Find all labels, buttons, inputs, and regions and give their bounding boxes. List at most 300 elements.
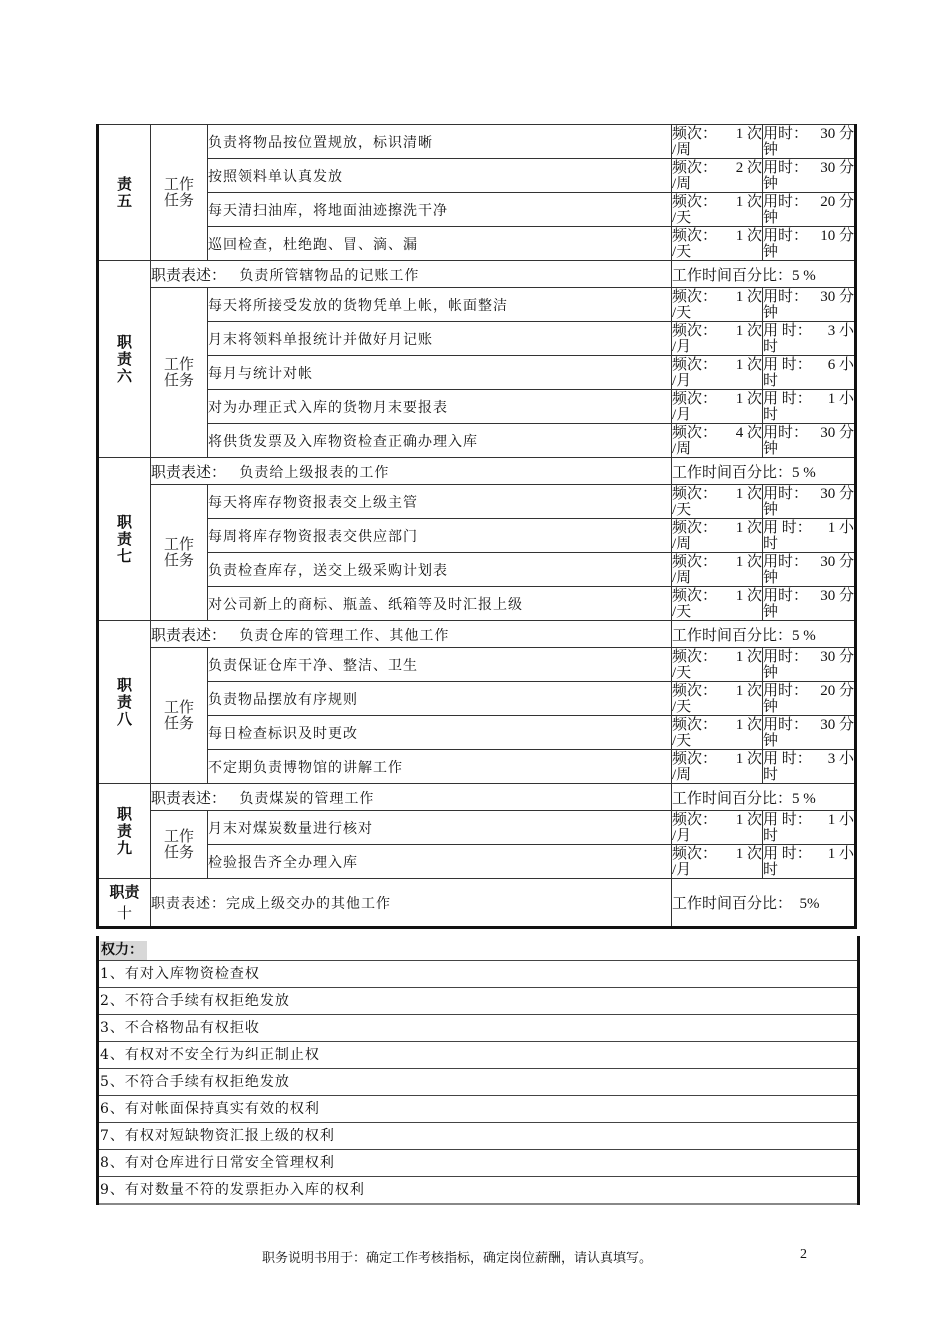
frequency-count: 1 次 [735,227,762,244]
task-row [98,553,856,587]
frequency-period: /周 [672,175,692,192]
task-description: 每天将所接受发放的货物凭单上帐，帐面整洁 [208,288,672,322]
task-duration [763,553,856,587]
power-item: 2、不符合手续有权拒绝发放 [99,988,857,1015]
duration-unit: 钟 [763,243,779,260]
duty-summary-row [98,261,856,288]
frequency-count: 1 次 [735,682,762,699]
work-tasks-label [151,648,208,784]
frequency-count: 1 次 [735,553,762,570]
task-row [98,193,856,227]
task-description: 不定期负责博物馆的讲解工作 [208,750,672,784]
task-duration [763,648,856,682]
task-frequency [672,356,763,390]
power-item: 4、有权对不安全行为纠正制止权 [99,1042,857,1069]
task-duration [763,845,856,879]
task-row [98,682,856,716]
task-description: 对为办理正式入库的货物月末要报表 [208,390,672,424]
frequency-period: /周 [672,569,692,586]
task-description: 月末对煤炭数量进行核对 [208,811,672,845]
pct-value: 5 % [792,627,816,644]
frequency-count: 1 次 [735,845,762,862]
duration-label: 用 时： [763,750,812,767]
task-row [98,288,856,322]
frequency-count: 1 次 [735,288,762,305]
frequency-period: /周 [672,535,692,552]
duty-heading [98,125,151,261]
work-tasks-label-line1: 工作 [163,176,194,193]
duration-amount: 1 小 [827,845,854,862]
task-duration [763,227,856,261]
duration-amount: 3 小 [827,322,854,339]
work-tasks-label-line2: 任务 [163,192,194,209]
duration-line1 [763,683,854,699]
summary-spacer [226,791,239,807]
duty-heading-char: 责 [116,529,132,548]
duration-amount: 30 分 [820,716,854,733]
work-tasks-label [151,811,208,879]
task-duration [763,682,856,716]
duration-unit: 时 [763,535,779,552]
summary-label: 职责表述： [151,267,227,284]
frequency-count: 1 次 [735,811,762,828]
duty-summary [151,784,672,811]
duty-summary-row [98,621,856,648]
pct-value: 5 % [792,790,816,807]
time-percentage [672,784,856,811]
frequency-count: 1 次 [735,322,762,339]
duty-heading-line2: 十 [116,903,132,922]
power-item: 5、不符合手续有权拒绝发放 [99,1069,857,1096]
duration-line1 [763,391,854,407]
duty-heading-char: 七 [116,546,132,565]
task-frequency [672,811,763,845]
task-row [98,159,856,193]
duration-line1 [763,228,854,244]
task-description: 每天清扫油库，将地面油迹擦洗干净 [208,193,672,227]
work-tasks-label-line2: 任务 [163,844,194,861]
frequency-label: 频次： [672,193,718,210]
pct-label: 工作时间百分比： [672,790,793,807]
duration-unit: 时 [763,338,779,355]
duration-amount: 30 分 [820,159,854,176]
frequency-count: 1 次 [735,390,762,407]
time-percentage [672,261,856,288]
powers-list [99,961,857,1205]
frequency-period: /天 [672,501,692,518]
duration-label: 用 时： [763,322,812,339]
pct-value: 5 % [792,464,816,481]
task-duration [763,193,856,227]
frequency-line1 [672,486,762,502]
task-frequency [672,288,763,322]
duration-line1 [763,357,854,373]
task-duration [763,288,856,322]
task-row [98,390,856,424]
summary-label: 职责表述： [151,790,227,807]
summary-text: 负责所管辖物品的记账工作 [239,267,420,284]
duration-line1 [763,323,854,339]
powers-title: 权力： [100,941,147,960]
duration-amount: 30 分 [820,125,854,142]
duration-amount: 1 小 [827,519,854,536]
task-row [98,519,856,553]
duration-label: 用时： [763,553,809,570]
frequency-label: 频次： [672,159,718,176]
duration-label: 用时： [763,716,809,733]
work-tasks-label-line2: 任务 [163,715,194,732]
frequency-period: /天 [672,698,692,715]
frequency-line1 [672,554,762,570]
frequency-label: 频次： [672,845,718,862]
frequency-label: 频次： [672,390,718,407]
frequency-count: 1 次 [735,485,762,502]
duty-heading [98,261,151,458]
duration-amount: 20 分 [820,193,854,210]
duty-heading-char: 五 [116,191,132,210]
task-description: 巡回检查，杜绝跑、冒、滴、漏 [208,227,672,261]
duration-line1 [763,160,854,176]
work-tasks-label-line2: 任务 [163,552,194,569]
duration-line1 [763,289,854,305]
frequency-period: /月 [672,338,692,355]
frequency-label: 频次： [672,750,718,767]
frequency-line1 [672,812,762,828]
task-frequency [672,322,763,356]
duration-unit: 钟 [763,698,779,715]
work-tasks-label-line1: 工作 [163,699,194,716]
duration-label: 用 时： [763,845,812,862]
task-description: 每周将库存物资报表交供应部门 [208,519,672,553]
task-row [98,356,856,390]
duration-unit: 钟 [763,732,779,749]
duration-line1 [763,717,854,733]
duration-unit: 钟 [763,304,779,321]
task-frequency [672,553,763,587]
frequency-line1 [672,683,762,699]
frequency-period: /周 [672,766,692,783]
work-tasks-label-line2: 任务 [163,372,194,389]
task-duration [763,125,856,159]
work-tasks-label-line1: 工作 [163,536,194,553]
frequency-line1 [672,194,762,210]
task-frequency [672,682,763,716]
duty-heading [98,784,151,879]
frequency-period: /月 [672,861,692,878]
duration-label: 用时： [763,125,809,142]
task-description: 负责检查库存，送交上级采购计划表 [208,553,672,587]
duration-line1 [763,194,854,210]
frequency-count: 1 次 [735,716,762,733]
task-duration [763,159,856,193]
frequency-count: 1 次 [735,125,762,142]
task-row [98,811,856,845]
frequency-period: /天 [672,603,692,620]
task-row [98,322,856,356]
duration-amount: 10 分 [820,227,854,244]
frequency-line1 [672,228,762,244]
duration-unit: 钟 [763,603,779,620]
frequency-label: 频次： [672,682,718,699]
duration-label: 用时： [763,159,809,176]
duration-amount: 6 小 [827,356,854,373]
task-description: 每天将库存物资报表交上级主管 [208,485,672,519]
task-frequency [672,519,763,553]
frequency-label: 频次： [672,288,718,305]
frequency-line1 [672,289,762,305]
duration-line1 [763,846,854,862]
duty-heading-char: 九 [116,838,132,857]
duty-heading [98,879,151,928]
task-description: 将供货发票及入库物资检查正确办理入库 [208,424,672,458]
duration-line1 [763,520,854,536]
frequency-line1 [672,717,762,733]
task-row [98,485,856,519]
duration-line1 [763,126,854,142]
task-description: 检验报告齐全办理入库 [208,845,672,879]
frequency-line1 [672,126,762,142]
duration-amount: 1 小 [827,811,854,828]
duration-label: 用 时： [763,811,812,828]
summary-spacer [226,268,239,284]
frequency-label: 频次： [672,587,718,604]
duty-summary [151,458,672,485]
frequency-label: 频次： [672,716,718,733]
duration-line1 [763,486,854,502]
duty-ten-row [98,879,856,928]
duration-unit: 时 [763,406,779,423]
frequency-count: 1 次 [735,587,762,604]
frequency-line1 [672,649,762,665]
duration-unit: 钟 [763,501,779,518]
duration-label: 用时： [763,587,809,604]
task-description: 月末将领料单报统计并做好月记账 [208,322,672,356]
time-percentage [672,621,856,648]
task-frequency [672,648,763,682]
task-row [98,845,856,879]
task-description: 负责物品摆放有序规则 [208,682,672,716]
frequency-line1 [672,846,762,862]
duration-label: 用 时： [763,356,812,373]
duration-unit: 时 [763,827,779,844]
task-frequency [672,485,763,519]
pct-value: 5 % [792,267,816,284]
frequency-line1 [672,357,762,373]
duty-summary [151,261,672,288]
frequency-period: /月 [672,827,692,844]
duration-amount: 30 分 [820,485,854,502]
pct-label: 工作时间百分比： [672,627,793,644]
time-percentage: 工作时间百分比： 5% [672,879,856,928]
powers-header-row [99,936,857,961]
duration-line1 [763,812,854,828]
duty-heading-char: 责 [116,349,132,368]
task-duration [763,322,856,356]
summary-text: 负责煤炭的管理工作 [239,790,375,807]
duties-table [96,124,857,929]
summary-label: 职责表述： [151,627,227,644]
duty-summary-row [98,458,856,485]
frequency-label: 频次： [672,322,718,339]
duty-heading-char: 职 [116,675,132,694]
task-row [98,648,856,682]
frequency-label: 频次： [672,125,718,142]
duty-heading-char: 责 [116,692,132,711]
frequency-label: 频次： [672,485,718,502]
frequency-count: 1 次 [735,356,762,373]
frequency-period: /天 [672,243,692,260]
duration-unit: 时 [763,766,779,783]
frequency-label: 频次： [672,648,718,665]
pct-label: 工作时间百分比： [672,267,793,284]
task-frequency [672,845,763,879]
summary-spacer [226,628,239,644]
frequency-period: /天 [672,664,692,681]
duty-heading-line1: 职责 [109,882,140,901]
duty-heading [98,458,151,621]
task-duration [763,716,856,750]
duration-unit: 钟 [763,175,779,192]
duration-unit: 钟 [763,664,779,681]
duration-label: 用时： [763,288,809,305]
duty-heading-char: 职 [116,512,132,531]
frequency-count: 1 次 [735,648,762,665]
frequency-line1 [672,520,762,536]
frequency-count: 2 次 [735,159,762,176]
duration-label: 用时： [763,227,809,244]
summary-text: 负责给上级报表的工作 [239,464,390,481]
duration-amount: 30 分 [820,553,854,570]
frequency-count: 1 次 [735,193,762,210]
task-description: 按照领料单认真发放 [208,159,672,193]
task-frequency [672,424,763,458]
duration-amount: 30 分 [820,648,854,665]
frequency-count: 4 次 [735,424,762,441]
frequency-label: 频次： [672,519,718,536]
frequency-line1 [672,391,762,407]
task-description: 负责将物品按位置规放，标识清晰 [208,125,672,159]
footer-note: 职务说明书用于：确定工作考核指标，确定岗位薪酬，请认真填写。 [262,1250,653,1265]
duration-label: 用时： [763,648,809,665]
task-description: 对公司新上的商标、瓶盖、纸箱等及时汇报上级 [208,587,672,621]
duration-label: 用时： [763,682,809,699]
task-row [98,424,856,458]
work-tasks-label-line1: 工作 [163,356,194,373]
frequency-period: /天 [672,304,692,321]
task-description: 每月与统计对帐 [208,356,672,390]
frequency-period: /周 [672,440,692,457]
summary-spacer [226,465,239,481]
duration-unit: 时 [763,861,779,878]
task-row [98,750,856,784]
frequency-label: 频次： [672,227,718,244]
frequency-period: /月 [672,372,692,389]
task-row [98,716,856,750]
task-description: 每日检查标识及时更改 [208,716,672,750]
power-item: 6、有对帐面保持真实有效的权利 [99,1096,857,1123]
task-frequency [672,716,763,750]
duration-amount: 30 分 [820,587,854,604]
frequency-period: /天 [672,732,692,749]
duty-summary-row [98,784,856,811]
frequency-label: 频次： [672,811,718,828]
duration-unit: 钟 [763,440,779,457]
work-tasks-label [151,125,208,261]
task-frequency [672,587,763,621]
summary-text: 负责仓库的管理工作、其他工作 [239,627,450,644]
duty-heading-char: 职 [116,804,132,823]
duration-label: 用时： [763,424,809,441]
task-frequency [672,227,763,261]
duration-label: 用时： [763,485,809,502]
duration-amount: 30 分 [820,424,854,441]
task-row [98,587,856,621]
task-frequency [672,125,763,159]
task-frequency [672,193,763,227]
duty-heading [98,621,151,784]
duration-unit: 钟 [763,569,779,586]
duration-unit: 钟 [763,209,779,226]
frequency-period: /月 [672,406,692,423]
work-tasks-label [151,288,208,458]
summary-label: 职责表述： [151,464,227,481]
task-duration [763,750,856,784]
duration-line1 [763,751,854,767]
duration-amount: 3 小 [827,750,854,767]
pct-label: 工作时间百分比： [672,464,793,481]
power-item: 9、有对数量不符的发票拒办入库的权利 [99,1177,857,1205]
duration-amount: 1 小 [827,390,854,407]
frequency-label: 频次： [672,424,718,441]
frequency-count: 1 次 [735,750,762,767]
duration-line1 [763,588,854,604]
time-percentage [672,458,856,485]
task-row [98,125,856,159]
power-item: 1、有对入库物资检查权 [99,961,857,988]
frequency-period: /周 [672,141,692,158]
duration-line1 [763,425,854,441]
power-item: 7、有权对短缺物资汇报上级的权利 [99,1123,857,1150]
duration-label: 用时： [763,193,809,210]
task-duration [763,390,856,424]
page-number: 2 [800,1247,807,1262]
duration-unit: 时 [763,372,779,389]
duty-heading-char: 职 [116,332,132,351]
duration-line1 [763,649,854,665]
duty-summary [151,621,672,648]
frequency-label: 频次： [672,553,718,570]
duration-line1 [763,554,854,570]
duration-label: 用 时： [763,390,812,407]
task-duration [763,356,856,390]
task-duration [763,811,856,845]
work-tasks-label-line1: 工作 [163,828,194,845]
power-item: 3、不合格物品有权拒收 [99,1015,857,1042]
duty-heading-char: 六 [116,366,132,385]
task-frequency [672,390,763,424]
duration-amount: 20 分 [820,682,854,699]
duration-amount: 30 分 [820,288,854,305]
task-row [98,227,856,261]
duty-heading-char: 责 [116,174,132,193]
task-description: 负责保证仓库干净、整洁、卫生 [208,648,672,682]
frequency-line1 [672,751,762,767]
frequency-count: 1 次 [735,519,762,536]
frequency-line1 [672,425,762,441]
duty-summary: 职责表述：完成上级交办的其他工作 [151,879,672,928]
duration-unit: 钟 [763,141,779,158]
power-item: 8、有对仓库进行日常安全管理权利 [99,1150,857,1177]
